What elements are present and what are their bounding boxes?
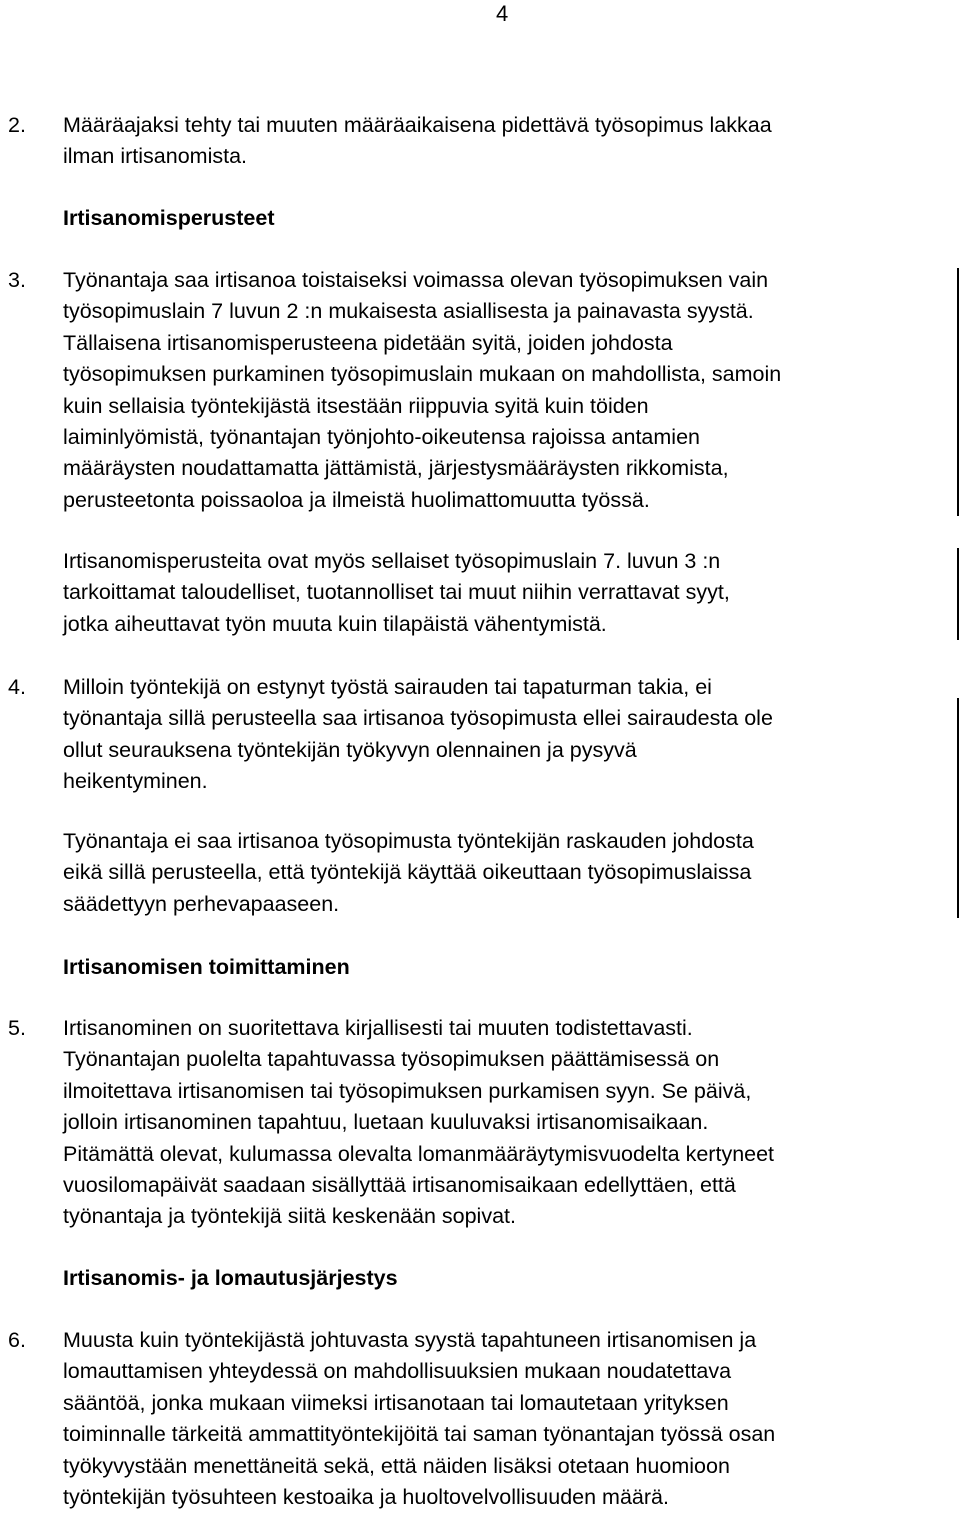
page-number: 4 (496, 1, 509, 26)
text-line: ilmoitettava irtisanomisen tai työsopimuksen purkamisen syyn. Se päivä, (63, 1078, 752, 1103)
text-line: työntekijän työsuhteen kestoaika ja huoltovelvollisuuden määrä. (63, 1485, 669, 1510)
section-heading: Irtisanomis- ja lomautusjärjestys (63, 1266, 398, 1290)
revision-bar (957, 548, 959, 640)
text-line: Työnantajan puolelta tapahtuvassa työsopimuksen päättämisessä on (63, 1047, 720, 1072)
paragraph-4 (63, 672, 943, 798)
revision-bar (957, 268, 959, 516)
text-line: Määräajaksi tehty tai muuten määräaikaisena pidettävä työsopimus lakkaa (63, 113, 772, 137)
text-line: työnantaja sillä perusteella saa irtisanoa työsopimusta ellei sairaudesta ole (63, 706, 773, 731)
revision-bar (957, 698, 959, 918)
section-heading: Irtisanomisen toimittaminen (63, 955, 350, 979)
paragraph-5 (63, 1013, 943, 1233)
text-line: jolloin irtisanominen tapahtuu, luetaan kuuluvaksi irtisanomisaikaan. (63, 1110, 709, 1135)
text-line: lomauttamisen yhteydessä on mahdollisuuksien mukaan noudatettava (63, 1359, 732, 1384)
paragraph-3-continued (63, 546, 943, 640)
text-line: sääntöä, jonka mukaan viimeksi irtisanotaan tai lomautetaan yrityksen (63, 1390, 729, 1415)
paragraph-2 (63, 110, 943, 173)
text-line: jotka aiheuttavat työn muuta kuin tilapäistä vähentymistä. (63, 611, 607, 636)
text-line: Tällaisena irtisanomisperusteena pidetään syitä, joiden johdosta (63, 330, 673, 355)
text-line: ollut seurauksena työntekijän työkyvyn olennainen ja pysyvä (63, 737, 637, 762)
text-line: ilman irtisanomista. (63, 144, 247, 169)
text-line: vuosilomapäivät saadaan sisällyttää irtisanomisaikaan edellyttäen, että (63, 1173, 736, 1198)
item-number: 4. (8, 675, 26, 699)
text-line: työkyvystään menettäneitä sekä, että näiden lisäksi otetaan huomioon (63, 1453, 730, 1478)
text-line: tarkoittamat taloudelliset, tuotannolliset tai muut niihin verrattavat syyt, (63, 580, 730, 605)
text-line: Työnantaja saa irtisanoa toistaiseksi voimassa olevan työsopimuksen vain (63, 268, 769, 292)
text-line: Pitämättä olevat, kulumassa olevalta lomanmääräytymisvuodelta kertyneet (63, 1141, 775, 1166)
text-line: työsopimuslain 7 luvun 2 :n mukaisesta asiallisesta ja painavasta syystä. (63, 299, 754, 324)
text-line: Irtisanominen on suoritettava kirjallisesti tai muuten todistettavasti. (63, 1016, 693, 1040)
text-line: kuin sellaisia työntekijästä itsestään riippuvia syitä kuin töiden (63, 393, 649, 418)
text-line: toiminnalle tärkeitä ammattityöntekijöitä tai saman työnantajan työssä osan (63, 1422, 776, 1447)
text-line: työnantaja ja työntekijä siitä keskenään sopivat. (63, 1204, 516, 1229)
text-line: laiminlyömistä, työnantajan työnjohto-oikeutensa rajoissa antamien (63, 425, 700, 450)
paragraph-6 (63, 1325, 943, 1513)
text-line: Työnantaja ei saa irtisanoa työsopimusta työntekijän raskauden johdosta (63, 829, 754, 853)
paragraph-3 (63, 265, 943, 516)
text-line: heikentyminen. (63, 769, 208, 794)
item-number: 2. (8, 113, 26, 137)
text-line: määräysten noudattamatta jättämistä, järjestysmääräysten rikkomista, (63, 456, 729, 481)
item-number: 5. (8, 1016, 26, 1040)
item-number: 6. (8, 1328, 26, 1352)
text-line: työsopimuksen purkaminen työsopimuslain mukaan on mahdollista, samoin (63, 362, 782, 387)
text-line: perusteetonta poissaoloa ja ilmeistä huolimattomuutta työssä. (63, 487, 650, 512)
paragraph-4-continued (63, 826, 943, 920)
text-line: eikä sillä perusteella, että työntekijä käyttää oikeuttaan työsopimuslaissa (63, 860, 752, 885)
text-line: Muusta kuin työntekijästä johtuvasta syystä tapahtuneen irtisanomisen ja (63, 1328, 757, 1352)
item-number: 3. (8, 268, 26, 292)
text-line: Milloin työntekijä on estynyt työstä sairauden tai tapaturman takia, ei (63, 675, 712, 699)
text-line: Irtisanomisperusteita ovat myös sellaiset työsopimuslain 7. luvun 3 :n (63, 549, 721, 573)
text-line: säädettyyn perhevapaaseen. (63, 891, 340, 916)
section-heading: Irtisanomisperusteet (63, 206, 275, 230)
